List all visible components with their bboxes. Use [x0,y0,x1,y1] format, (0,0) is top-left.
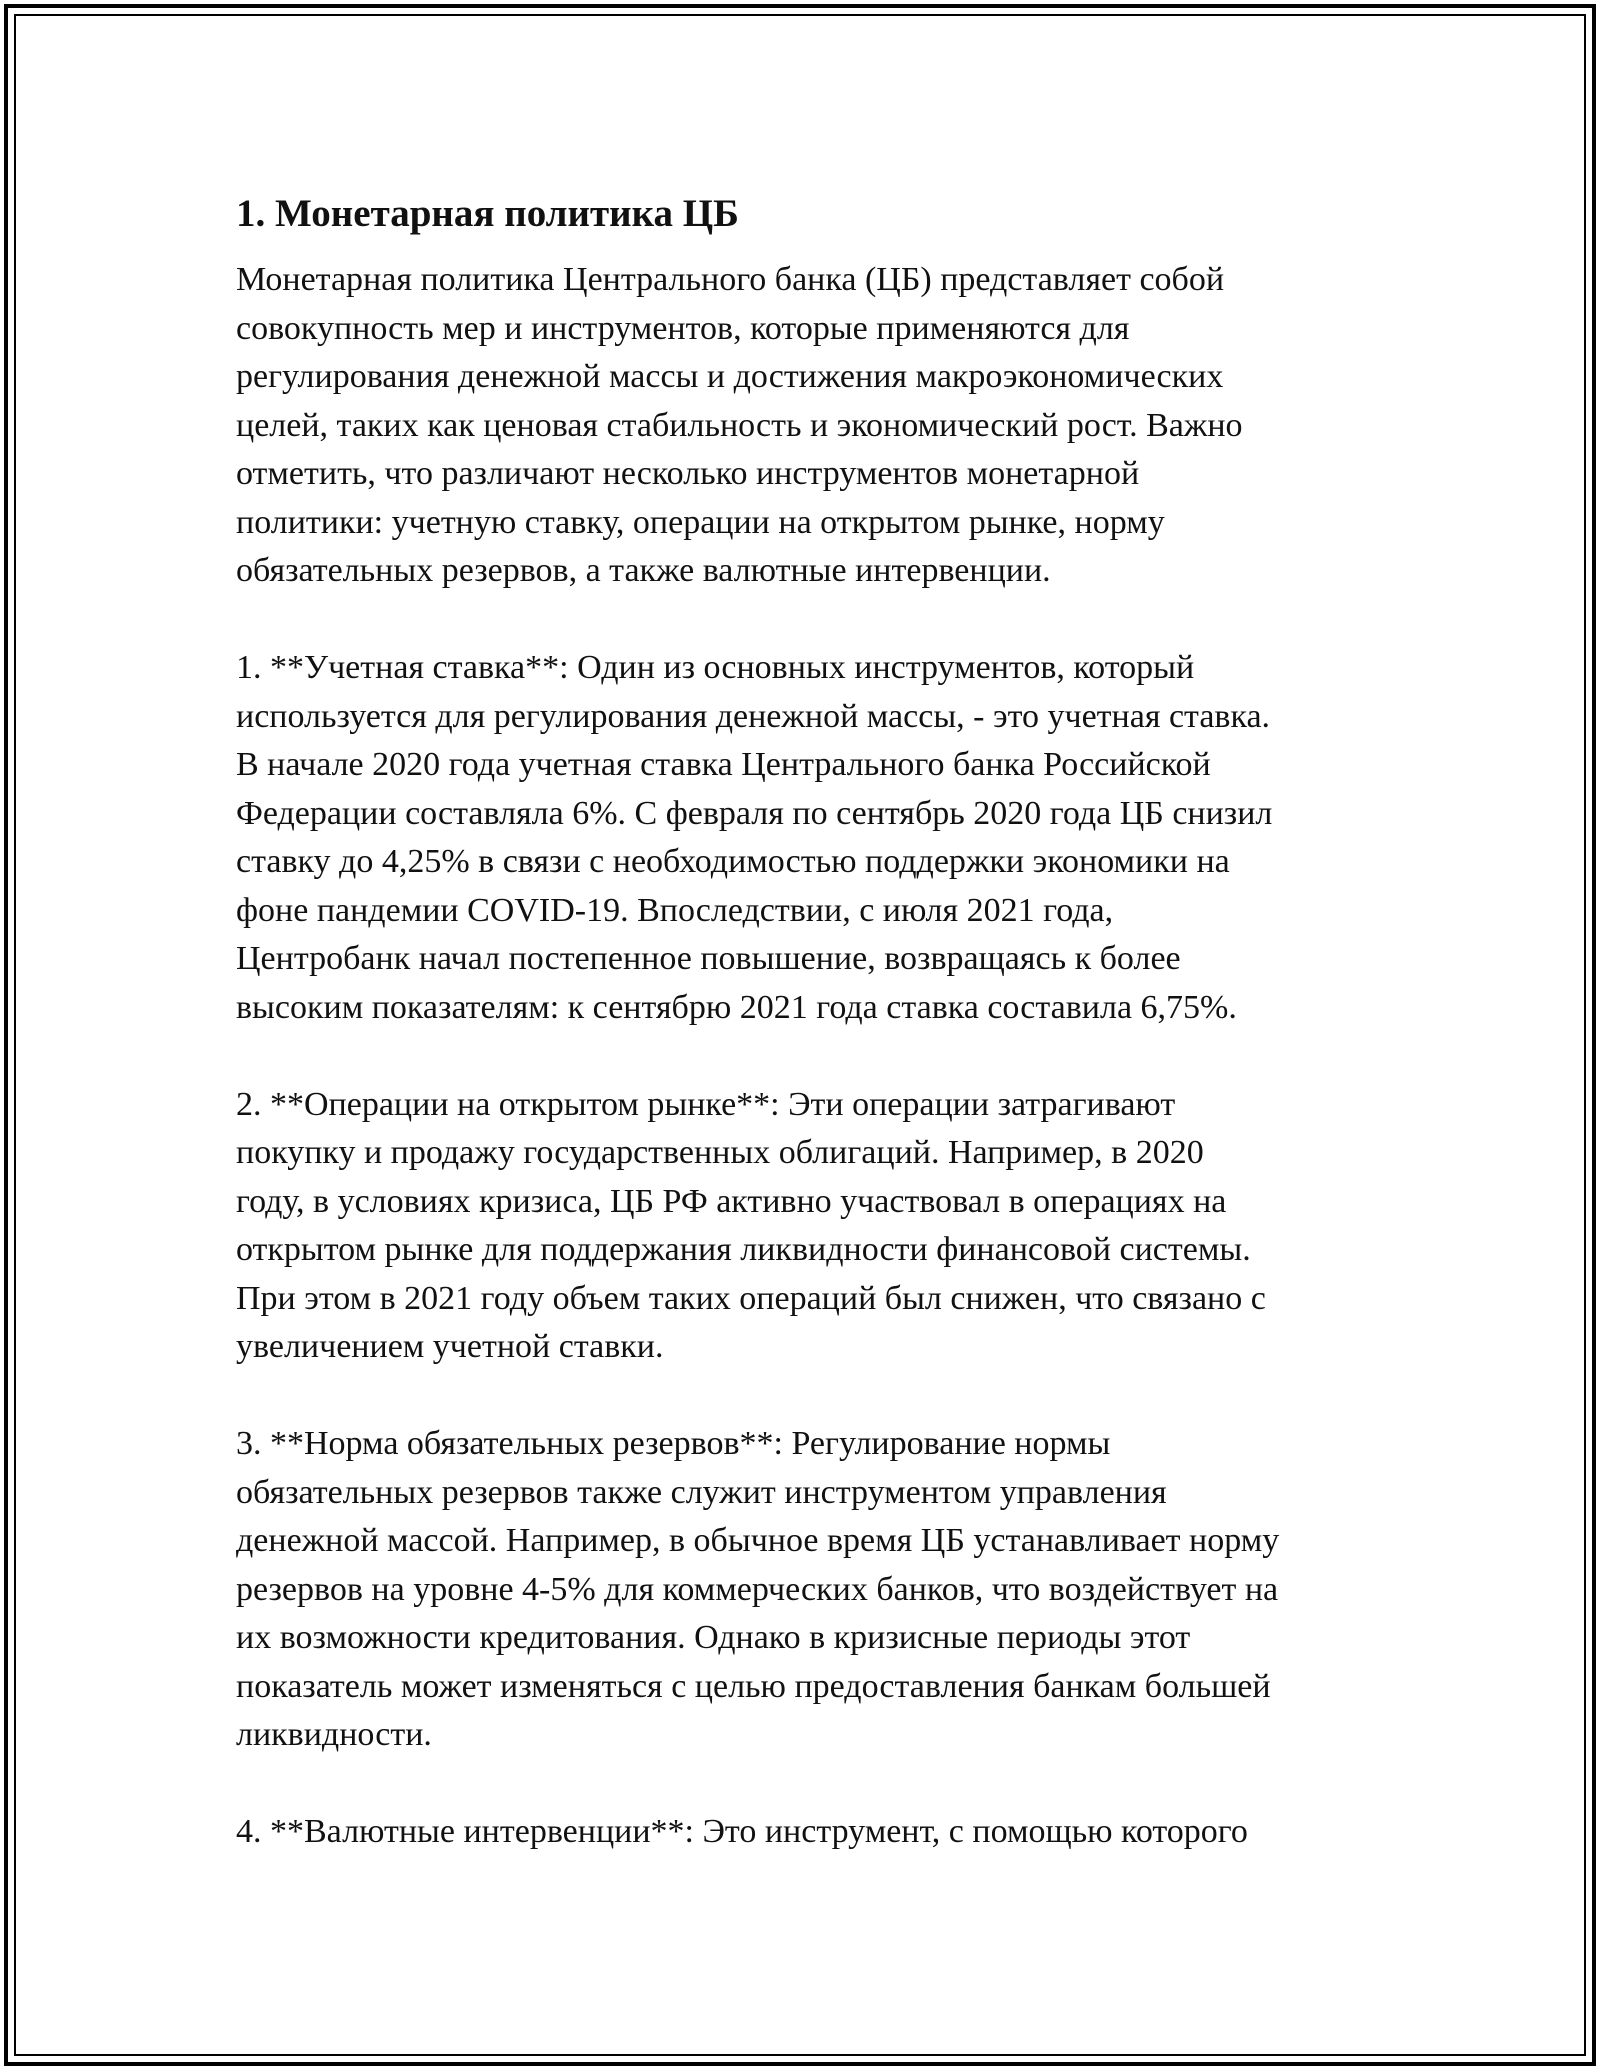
list-item-currency-interventions: 4. **Валютные интервенции**: Это инструмент, с помощью которого [236,1813,1248,1850]
section-heading: 1. Монетарная политика ЦБ [236,192,739,235]
document-body [236,188,1386,1857]
list-item-open-market-operations: 2. **Операции на открытом рынке**: Эти операции затрагивают покупку и продажу государственных облигаций. Например, в 2020 году, в условиях кризиса, ЦБ РФ активно участвовал в операциях на открытом рынке для поддержания ликвидности финансовой системы. При этом в 2021 году объем таких операций был снижен, что связано с увеличением учетной ставки. [236,1085,1266,1365]
intro-paragraph: Монетарная политика Центрального банка (ЦБ) представляет собой совокупность мер и инструментов, которые применяются для регулирования денежной массы и достижения макроэкономических целей, таких как ценовая стабильность и экономический рост. Важно отметить, что различают несколько инструментов монетарной политики: учетную ставку, операции на открытом рынке, норму обязательных резервов, а также валютные интервенции. [236,261,1243,589]
list-item-discount-rate: 1. **Учетная ставка**: Один из основных инструментов, который используется для регулирования денежной массы, - это учетная ставка. В начале 2020 года учетная ставка Центрального банка Российской Федерации составляла 6%. С февраля по сентябрь 2020 года ЦБ снизил ставку до 4,25% в связи с необходимостью поддержки экономики на фоне пандемии COVID-19. Впоследствии, с июля 2021 года, Центробанк начал постепенное повышение, возвращаясь к более высоким показателям: к сентябрю 2021 года ставка составила 6,75%. [236,649,1273,1026]
list-item-reserve-requirements: 3. **Норма обязательных резервов**: Регулирование нормы обязательных резервов также служит инструментом управления денежной массой. Например, в обычное время ЦБ устанавливает норму резервов на уровне 4-5% для коммерческих банков, что воздействует на их возможности кредитования. Однако в кризисные периоды этот показатель может изменяться с целью предоставления банкам большей ликвидности. [236,1425,1280,1753]
